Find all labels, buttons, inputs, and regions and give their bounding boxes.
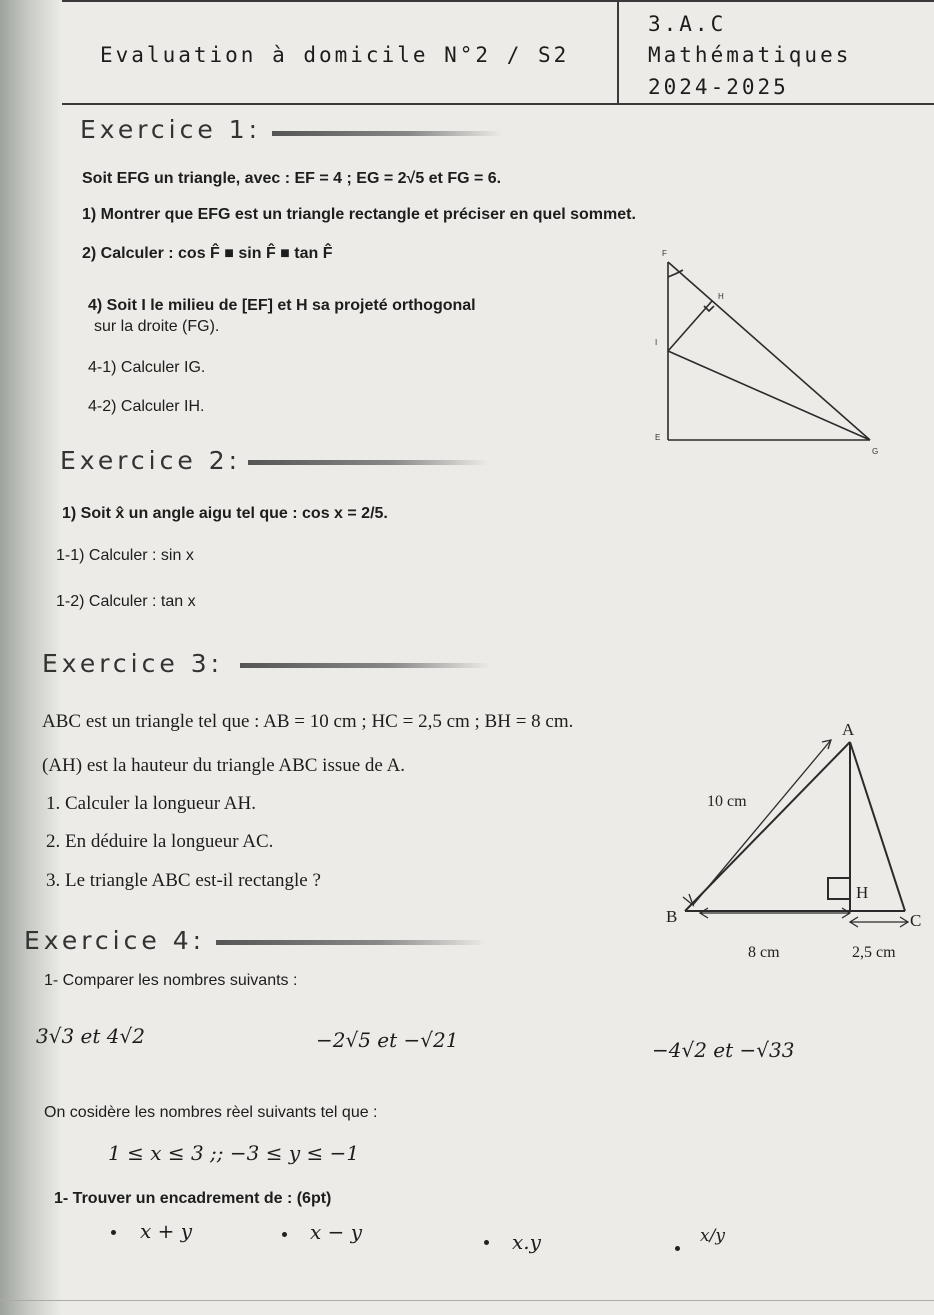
- compare-pair-1: 3√3 et 4√2: [36, 1024, 145, 1048]
- item-x-times-y: x.y: [512, 1230, 541, 1254]
- right-angle-h-mark: [828, 878, 850, 899]
- header-title: Evaluation à domicile N°2 / S2: [100, 43, 570, 67]
- compare-pair-2: −2√5 et −√21: [316, 1028, 459, 1052]
- exercise4-title-bar: [216, 940, 486, 945]
- arrow-head-bottom: [683, 894, 693, 905]
- label-b: B: [666, 907, 678, 926]
- compare-pair-3: −4√2 et −√33: [652, 1038, 795, 1062]
- label-ab-length: 10 cm: [707, 793, 747, 810]
- bullet-3: [484, 1240, 489, 1245]
- item-x-minus-y: x − y: [310, 1220, 363, 1244]
- bullet-4: [675, 1246, 680, 1251]
- exercise1-q41: 4-1) Calculer IG.: [88, 359, 206, 376]
- exercise3-intro: ABC est un triangle tel que : AB = 10 cm ; HC = 2,5 cm ; BH = 8 cm.: [42, 711, 574, 732]
- exercise1-q4-line1: 4) Soit I le milieu de [EF] et H sa projeté orthogonal: [88, 297, 476, 314]
- exercise4-title: Exercice 4:: [24, 926, 206, 955]
- exercise3-q1: 1. Calculer la longueur AH.: [46, 793, 257, 814]
- label-f: F: [662, 249, 667, 258]
- exercise2-q12: 1-2) Calculer : tan x: [56, 593, 196, 610]
- bullet-2: [282, 1232, 287, 1237]
- header-subject: Mathématiques: [648, 43, 852, 67]
- exercise3-q3: 3. Le triangle ABC est-il rectangle ?: [46, 870, 321, 891]
- exercise4-conditions: 1 ≤ x ≤ 3 ;; −3 ≤ y ≤ −1: [108, 1141, 360, 1165]
- exercise3-q2: 2. En déduire la longueur AC.: [46, 831, 274, 852]
- exercise1-title: Exercice 1:: [80, 115, 262, 144]
- label-e: E: [655, 433, 661, 442]
- label-hc-length: 2,5 cm: [852, 944, 896, 961]
- exercise4-q2: 1- Trouver un encadrement de : (6pt): [54, 1190, 332, 1207]
- dimension-ab-arrow: [693, 740, 831, 905]
- bottom-fold-line: [0, 1300, 934, 1301]
- exercise2-q11: 1-1) Calculer : sin x: [56, 547, 194, 564]
- label-c: C: [910, 911, 922, 930]
- exercise3-title: Exercice 3:: [42, 649, 224, 678]
- exercise1-intro: Soit EFG un triangle, avec : EF = 4 ; EG = 2√5 et FG = 6.: [82, 170, 502, 187]
- label-i: I: [655, 338, 658, 347]
- label-h-abc: H: [856, 883, 869, 902]
- exercise2-q1: 1) Soit x̂ un angle aigu tel que : cos x = 2/5.: [62, 505, 388, 522]
- item-x-over-y: x/y: [700, 1226, 725, 1246]
- exercise4-intro: On cosidère les nombres rèel suivants tel que :: [44, 1104, 378, 1121]
- label-g: G: [872, 447, 879, 456]
- header-school: 3.A.C: [648, 12, 727, 36]
- exercise2-title: Exercice 2:: [60, 446, 242, 475]
- exercise1-q2: 2) Calculer : cos F̂ ■ sin F̂ ■ tan F̂: [82, 245, 333, 262]
- exercise3-line2: (AH) est la hauteur du triangle ABC issue de A.: [42, 755, 406, 776]
- exercise4-q1: 1- Comparer les nombres suivants :: [44, 972, 298, 989]
- header-year: 2024-2025: [648, 75, 789, 99]
- exercise1-q1: 1) Montrer que EFG est un triangle rectangle et préciser en quel sommet.: [82, 206, 636, 223]
- label-h: H: [718, 292, 724, 301]
- exercise1-q42: 4-2) Calculer IH.: [88, 398, 205, 415]
- label-bh-length: 8 cm: [748, 944, 780, 961]
- exercise1-q4-line2: sur la droite (FG).: [94, 318, 220, 335]
- label-a: A: [842, 720, 855, 739]
- bullet-1: [111, 1230, 116, 1235]
- item-x-plus-y: x + y: [140, 1219, 193, 1243]
